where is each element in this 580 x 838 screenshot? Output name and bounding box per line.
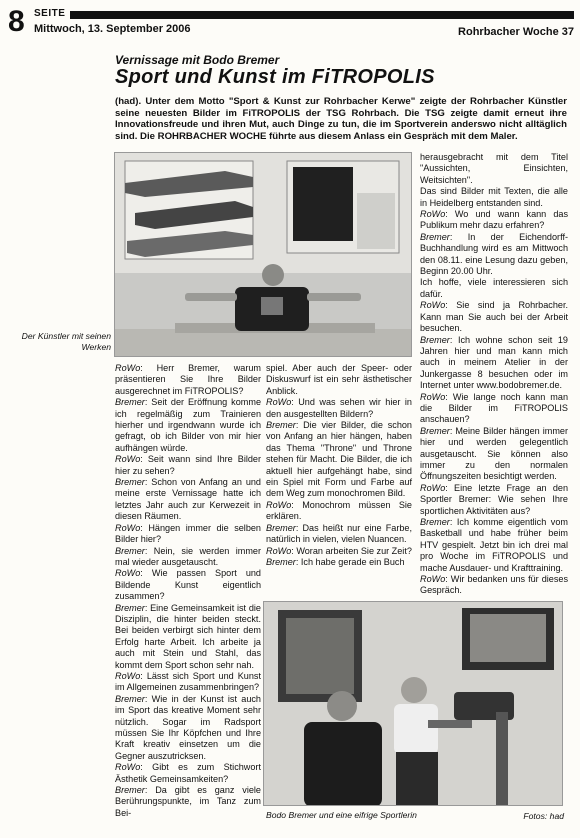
speaker-label: RoWo xyxy=(266,499,292,510)
speaker-label: RoWo xyxy=(115,568,141,579)
interview-paragraph xyxy=(420,335,568,392)
speaker-label: Bremer xyxy=(420,425,450,436)
interview-paragraph xyxy=(420,209,568,232)
photo-athlete-illustration xyxy=(264,602,563,806)
interview-paragraph xyxy=(420,574,568,597)
paragraph-text: : Monochrom müssen Sie erklären. xyxy=(266,499,412,522)
interview-paragraph xyxy=(115,454,261,477)
paragraph-text: : Nein, sie werden immer mal wieder ausgetauscht. xyxy=(115,545,261,567)
issue-date: Mittwoch, 13. September 2006 xyxy=(34,23,191,35)
paragraph-text: : Eine letzte Frage an den Sportler Bremer: Wie sehen Ihre sportlichen Aktivitäten aus? xyxy=(420,482,568,516)
paragraph-text: : Ich habe gerade ein Buch xyxy=(295,556,405,567)
paragraph-text: : Die vier Bilder, die schon von Anfang an hier hängen, haben das Thema "Throne" und Throne stehen für Macht. Die Bilder, die ich aktuell hier aufgehängt habe, sind ein Spiel mit Form und Farbe auf dem Weg zum monochromen Bild. xyxy=(266,420,412,499)
interview-paragraph xyxy=(420,517,568,574)
speaker-label: Bremer xyxy=(115,545,145,556)
paragraph-text: : Hängen immer die selben Bilder hier? xyxy=(115,522,261,545)
interview-paragraph xyxy=(266,420,412,500)
paragraph-text: : Lässt sich Sport und Kunst im Allgemeinen zusammenbringen? xyxy=(115,670,261,693)
interview-paragraph xyxy=(266,500,412,523)
speaker-label: RoWo xyxy=(420,482,446,493)
speaker-label: Bremer xyxy=(420,231,450,242)
interview-paragraph xyxy=(115,785,261,819)
interview-paragraph xyxy=(420,300,568,334)
paragraph-text: : Wie passen Sport und Bildende Kunst eigentlich zusammen? xyxy=(115,568,261,602)
speaker-label: RoWo xyxy=(420,391,446,402)
paragraph-text: : Wo und wann kann das Publikum mehr dazu erfahren? xyxy=(420,209,568,231)
speaker-label: Bremer xyxy=(266,522,296,533)
interview-paragraph xyxy=(115,603,261,671)
page-number: 8 xyxy=(8,5,25,38)
paragraph-text: : Da gibt es ganz viele Berührungspunkte, im Tanz zum Bei- xyxy=(115,785,261,818)
paragraph-text: : Meine Bilder hängen immer hier und werden gelegentlich ausgetauscht. Sie können also immer zu den normalen Öffnungszeiten besichtigt werden. xyxy=(420,425,568,482)
article-column-2 xyxy=(266,363,412,568)
interview-paragraph xyxy=(420,392,568,426)
paragraph-text: : Sie sind ja Rohrbacher. Kann man Sie auch bei der Arbeit besuchen. xyxy=(420,300,568,334)
interview-paragraph xyxy=(266,397,412,420)
article-column-1 xyxy=(115,363,261,819)
speaker-label: RoWo xyxy=(266,397,292,408)
article-headline: Sport und Kunst im FiTROPOLIS xyxy=(115,66,435,88)
interview-paragraph xyxy=(420,426,568,483)
speaker-label: Bremer xyxy=(115,397,145,408)
speaker-label: RoWo xyxy=(420,574,446,585)
interview-paragraph xyxy=(115,568,261,602)
photo-caption-side: Der Künstler mit seinen Werken xyxy=(21,331,111,352)
interview-paragraph xyxy=(115,523,261,546)
speaker-label: Bremer xyxy=(266,556,296,567)
paragraph-text: herausgebracht mit dem Titel "Aussichten, Einsichten, Weitsichten". xyxy=(420,152,568,185)
speaker-label: RoWo xyxy=(115,363,141,373)
article-lead: (had). Unter dem Motto "Sport & Kunst zur Rohrbacher Kerwe" zeigte der Rohrbacher Künstler seine neuesten Bilder im FiTROPOLIS der TSG Rohrbach. Die TSG zeigte damit erneut ihre Innovationsfreude und ihren Mut, auch Dinge zu tun, die im Sportverein anderswo nicht alltäglich sind. Die ROHRBACHER WOCHE führte aus diesem Anlass ein Gespräch mit dem Maler. xyxy=(115,96,567,142)
article-column-3 xyxy=(420,152,568,597)
speaker-label: RoWo xyxy=(420,300,446,311)
interview-paragraph xyxy=(420,152,568,186)
speaker-label: RoWo xyxy=(115,454,141,465)
speaker-label: Bremer xyxy=(115,693,145,704)
paragraph-text: : Herr Bremer, warum präsentieren Sie Ihre Bilder ausgerechnet im FiTROPOLIS? xyxy=(115,363,261,396)
speaker-label: Bremer xyxy=(115,477,145,488)
paragraph-text: : In der Eichendorff-Buchhandlung wird es am Mittwoch den 08.11. eine Lesung dazu geben, Beginn 20.00 Uhr. xyxy=(420,231,568,277)
interview-paragraph xyxy=(115,546,261,569)
interview-paragraph xyxy=(266,557,412,568)
interview-paragraph xyxy=(115,694,261,762)
paragraph-text: : Seit wann sind Ihre Bilder hier zu sehen? xyxy=(115,454,261,476)
section-label: SEITE xyxy=(34,8,66,19)
paragraph-text: : Wie lange noch kann man die Bilder im FiTROPOLIS anschauen? xyxy=(420,391,568,425)
speaker-label: RoWo xyxy=(115,762,141,773)
paragraph-text: : Seit der Eröffnung komme ich regelmäßig zum Trainieren hierher und irgendwann wurde ich gefragt, ob ich Bilder von mir hier aufhängen würde. xyxy=(115,397,261,453)
paragraph-text: : Woran arbeiten Sie zur Zeit? xyxy=(291,545,412,556)
photo-artist-with-athlete xyxy=(263,601,563,806)
interview-paragraph xyxy=(115,397,261,454)
interview-paragraph xyxy=(420,277,568,300)
interview-paragraph xyxy=(266,523,412,546)
photo-credit: Fotos: had xyxy=(523,811,564,821)
interview-paragraph xyxy=(420,483,568,517)
speaker-label: Bremer xyxy=(115,785,145,796)
paragraph-text: : Wie in der Kunst ist auch im Sport das kreative Moment sehr nützlich. Sogar im Radsport müssen Sie Ihr Köpfchen und Ihre Kraft kreativ einsetzen um die Gegner auszutricksen. xyxy=(115,693,261,761)
interview-paragraph xyxy=(266,363,412,397)
interview-paragraph xyxy=(266,546,412,557)
interview-paragraph xyxy=(115,762,261,785)
interview-paragraph xyxy=(115,363,261,397)
interview-paragraph xyxy=(420,186,568,209)
paragraph-text: : Das heißt nur eine Farbe, natürlich in vielen, vielen Nuancen. xyxy=(266,522,412,545)
speaker-label: Bremer xyxy=(266,420,296,431)
photo-artist-with-works xyxy=(114,152,412,357)
paragraph-text: Das sind Bilder mit Texten, die alle in Heidelberg entstanden sind. xyxy=(420,186,568,208)
interview-paragraph xyxy=(420,232,568,278)
paragraph-text: : Und was sehen wir hier in den ausgestellten Bildern? xyxy=(266,397,412,419)
paragraph-text: : Eine Gemeinsamkeit ist die Disziplin, die hinter beiden steckt. Bei beiden verbirgt sich hinter dem Erfolg harte Arbeit. Ich arbeite ja auch mit Stein und Stahl, das kommt dem Sport schon sehr nah. xyxy=(115,602,261,670)
interview-paragraph xyxy=(115,477,261,523)
paper-name: Rohrbacher Woche 37 xyxy=(458,26,574,38)
paragraph-text: : Gibt es zum Stichwort Ästhetik Gemeinsamkeiten? xyxy=(115,762,261,784)
speaker-label: RoWo xyxy=(420,209,446,220)
paragraph-text: : Ich wohne schon seit 19 Jahren hier und man kann mich auch in meinem Atelier in der Junkergasse 8 besuchen oder im Internet unter www.bodobremer.de. xyxy=(420,334,568,391)
paragraph-text: Ich hoffe, viele interessieren sich dafür. xyxy=(420,277,568,299)
paragraph-text: spiel. Aber auch der Speer- oder Diskuswurf ist ein sehr ästhetischer Anblick. xyxy=(266,363,412,396)
paragraph-text: : Schon von Anfang an und meine erste Vernissage hatte ich letztes Jahr auch zur Kerwezeit in diesen Räumen. xyxy=(115,477,261,522)
photo-caption-bottom: Bodo Bremer und eine eifrige Sportlerin xyxy=(266,810,417,820)
article-kicker: Vernissage mit Bodo Bremer xyxy=(115,53,280,67)
speaker-label: Bremer xyxy=(420,334,450,345)
paragraph-text: : Ich komme eigentlich vom Basketball und habe früher beim HTV gespielt. Jetzt bin ich drei mal pro Woche im FiTROPOLIS und mache Ausdauer- und Krafttraining. xyxy=(420,517,568,573)
paragraph-text: : Wir bedanken uns für dieses Gespräch. xyxy=(420,574,568,596)
speaker-label: RoWo xyxy=(266,545,292,556)
page-header xyxy=(8,6,574,42)
speaker-label: Bremer xyxy=(420,517,450,527)
header-rule xyxy=(70,11,574,19)
interview-paragraph xyxy=(115,671,261,694)
speaker-label: RoWo xyxy=(115,522,141,533)
speaker-label: RoWo xyxy=(115,670,141,681)
photo-artist-illustration xyxy=(115,153,412,357)
speaker-label: Bremer xyxy=(115,602,145,613)
